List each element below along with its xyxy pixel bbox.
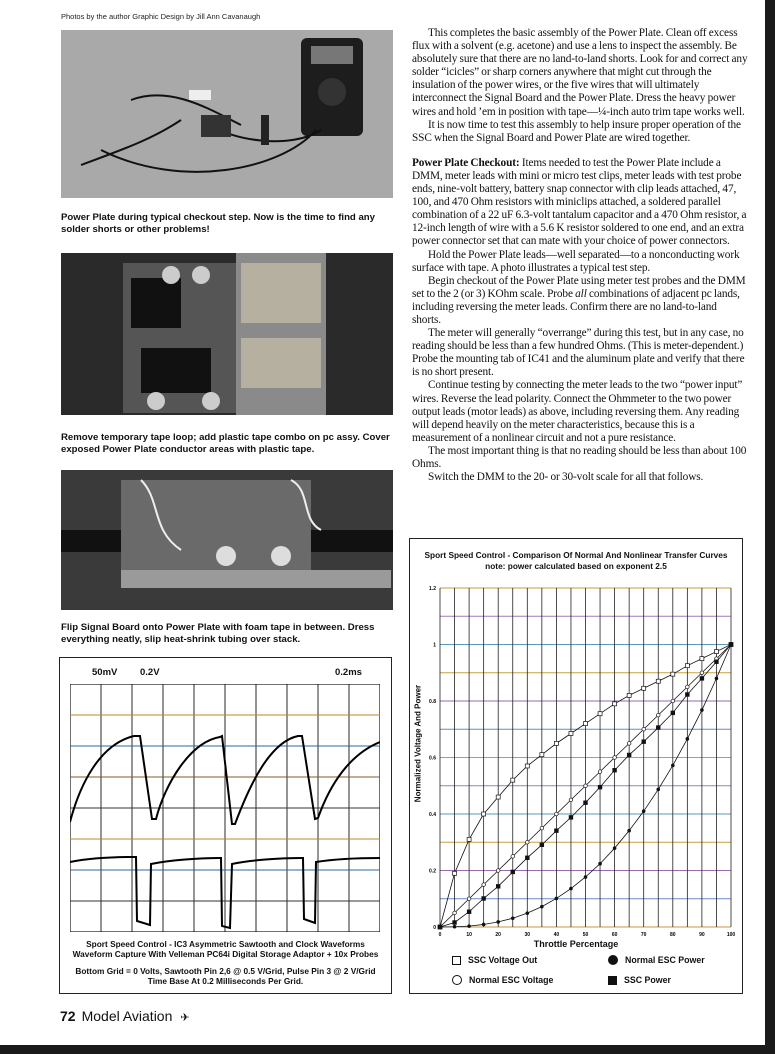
x-tick-label: 70 bbox=[640, 932, 647, 938]
data-point bbox=[496, 795, 500, 799]
y-tick-label: 0 bbox=[433, 925, 436, 931]
legend-item-normal-esc-power bbox=[608, 955, 705, 965]
photo-power-plate-tape bbox=[61, 253, 393, 415]
article-paragraph: This completes the basic assembly of the Power Plate. Clean off excess flux with a solvent (e.g. acetone) and use a lens to inspect the assembly. Be absolutely sure that there are no land-to-land shorts. Look for and correct any solder “icicles” or sharp corners anywhere that might cut through the insulation of the power wires, or the five wires that will ultimately interconnect the Signal Board and the Power Plate. Dress the heavy power wires and hold ’em in position with tape—¼-inch auto trim tape works well. bbox=[412, 27, 748, 118]
legend-label: SSC Power bbox=[624, 975, 671, 985]
scan-edge-bottom bbox=[0, 1045, 775, 1054]
data-point bbox=[496, 920, 500, 924]
x-tick-label: 50 bbox=[582, 932, 589, 938]
data-point bbox=[525, 856, 529, 860]
scope-caption-settings: Bottom Grid = 0 Volts, Sawtooth Pin 2,6 @ 0.5 V/Grid, Pulse Pin 3 @ 2 V/Grid bbox=[75, 966, 376, 976]
filled-circle-marker-icon bbox=[608, 955, 618, 965]
data-point bbox=[583, 801, 587, 805]
data-point bbox=[656, 679, 660, 683]
data-point bbox=[656, 713, 660, 717]
legend-item-normal-esc-voltage bbox=[452, 975, 553, 985]
data-point bbox=[700, 676, 704, 680]
photo-credit: Photos by the author Graphic Design by Jill Ann Cavanaugh bbox=[61, 12, 261, 21]
data-point bbox=[656, 725, 660, 729]
x-tick-label: 10 bbox=[466, 932, 472, 938]
data-point bbox=[467, 924, 471, 928]
page-footer bbox=[60, 1008, 190, 1024]
data-point bbox=[700, 671, 704, 675]
data-point bbox=[569, 887, 573, 891]
chart-plot bbox=[410, 539, 744, 995]
data-point bbox=[642, 739, 646, 743]
data-point bbox=[714, 660, 718, 664]
data-point bbox=[598, 770, 602, 774]
x-tick-label: 20 bbox=[495, 932, 501, 938]
article-paragraph: Hold the Power Plate leads—well separated—to a nonconducting work surface with tape. A photo illustrates a typical test step. bbox=[412, 248, 740, 274]
data-point bbox=[540, 843, 544, 847]
data-point bbox=[453, 871, 457, 875]
chart-x-axis-label: Throttle Percentage bbox=[533, 939, 619, 949]
article-paragraph bbox=[412, 275, 748, 327]
data-point bbox=[438, 925, 442, 929]
data-point bbox=[584, 784, 588, 788]
article-text bbox=[412, 27, 748, 484]
data-point bbox=[700, 657, 704, 661]
data-point bbox=[612, 768, 616, 772]
data-point bbox=[598, 785, 602, 789]
data-point bbox=[686, 685, 690, 689]
data-point bbox=[540, 826, 544, 830]
emphasis-text: all bbox=[575, 287, 587, 300]
x-tick-label: 60 bbox=[611, 932, 618, 938]
data-point bbox=[555, 812, 559, 816]
y-tick-label: 0.8 bbox=[429, 699, 436, 705]
article-paragraph: It is now time to test this assembly to help insure proper operation of the SSC when the Signal Board and Power Plate are wired together. bbox=[412, 118, 741, 144]
data-point bbox=[569, 815, 573, 819]
data-point bbox=[511, 870, 515, 874]
scope-ch2-scale: 0.2V bbox=[140, 667, 160, 678]
magazine-name: Model Aviation bbox=[81, 1008, 173, 1024]
paragraph-text: Items needed to test the Power Plate include a DMM, meter leads with mini or micro test clips, meter leads with test probe ends, nine-volt battery, battery snap connector with clip leads attached, 47, 100, and 470 Ohm resistors with miniclips attached, a soldered parallel combination of a 22 uF 6.3-volt tantalum capacitor and a 470 Ohm resistor, a 12-inch length of wire with a 5.6 K resistor soldered to one end, and an extra power connector set that can mate with your choice of power connectors. bbox=[412, 156, 747, 248]
article-paragraph: Switch the DMM to the 20- or 30-volt scale for all that follows. bbox=[428, 471, 704, 484]
data-point bbox=[540, 753, 544, 757]
data-point bbox=[584, 722, 588, 726]
data-point bbox=[526, 911, 530, 915]
data-point bbox=[540, 905, 544, 909]
scope-caption-subtitle: Waveform Capture With Velleman PC64i Digital Storage Adaptor + 10x Probes bbox=[72, 949, 379, 959]
article-paragraph bbox=[412, 157, 748, 249]
data-point bbox=[627, 742, 631, 746]
data-point bbox=[613, 702, 617, 706]
scope-caption-timebase: Time Base At 0.2 Milliseconds Per Grid. bbox=[147, 976, 304, 986]
scope-timebase: 0.2ms bbox=[335, 667, 362, 678]
data-point bbox=[569, 731, 573, 735]
y-tick-label: 1.2 bbox=[429, 586, 436, 592]
data-point bbox=[511, 916, 515, 920]
open-circle-marker-icon bbox=[452, 975, 462, 985]
data-point bbox=[671, 711, 675, 715]
data-point bbox=[481, 896, 485, 900]
data-point bbox=[453, 911, 457, 915]
legend-item-ssc-power bbox=[608, 975, 671, 985]
legend-item-ssc-voltage bbox=[452, 955, 537, 965]
x-tick-label: 30 bbox=[524, 932, 531, 938]
x-tick-label: 40 bbox=[553, 932, 560, 938]
scope-screen bbox=[70, 684, 380, 932]
data-point bbox=[700, 708, 704, 712]
x-tick-label: 90 bbox=[699, 932, 705, 938]
data-point bbox=[715, 677, 719, 681]
data-point bbox=[526, 840, 530, 844]
data-point bbox=[584, 875, 588, 879]
oscilloscope-figure bbox=[59, 657, 392, 994]
data-point bbox=[496, 869, 500, 873]
data-point bbox=[642, 809, 646, 813]
data-point bbox=[685, 664, 689, 668]
data-point bbox=[613, 756, 617, 760]
data-point bbox=[627, 829, 631, 833]
data-point bbox=[554, 828, 558, 832]
transfer-curve-chart bbox=[409, 538, 743, 994]
page-number: 72 bbox=[60, 1008, 76, 1024]
data-point bbox=[671, 672, 675, 676]
data-point bbox=[511, 855, 515, 859]
data-point bbox=[511, 778, 515, 782]
data-point bbox=[555, 897, 559, 901]
section-heading: Power Plate Checkout: bbox=[412, 156, 520, 169]
data-point bbox=[452, 920, 456, 924]
data-point bbox=[656, 788, 660, 792]
article-paragraph: The meter will generally “overrange” during this test, but in any case, no reading should be less than a few hundred Ohms. (This is meter-dependent.) Probe the mounting tab of IC41 and the aluminum plate and verify that there is no short present. bbox=[412, 327, 745, 379]
data-point bbox=[714, 650, 718, 654]
open-square-marker-icon bbox=[452, 956, 461, 965]
data-point bbox=[642, 727, 646, 731]
chart-y-axis-label: Normalized Voltage And Power bbox=[413, 684, 423, 803]
data-point bbox=[685, 692, 689, 696]
data-point bbox=[569, 798, 573, 802]
airplane-icon: ✈ bbox=[180, 1012, 190, 1024]
filled-square-marker-icon bbox=[608, 976, 617, 985]
photo-stacked-boards bbox=[61, 470, 393, 610]
photo2-caption: Remove temporary tape loop; add plastic tape combo on pc assy. Cover exposed Power Plate conductor areas with plastic tape. bbox=[61, 432, 390, 455]
data-point bbox=[467, 910, 471, 914]
y-tick-label: 1 bbox=[433, 642, 436, 649]
photo3-caption: Flip Signal Board onto Power Plate with foam tape in between. Dress everything neatly, slip heat-shrink tubing over stack. bbox=[61, 622, 375, 645]
chart-subtitle: note: power calculated based on exponent 2.5 bbox=[485, 561, 667, 571]
article-paragraph: Continue testing by connecting the meter leads to the two “power input” wires. Reverse the lead polarity. Connect the Ohmmeter to the two power output leads (motor leads) as above, including reversing them. Any reading will depend heavily on the meter characteristics, because this is a measurement of a nonlinear circuit and not a pure resistance. bbox=[412, 379, 743, 444]
data-point bbox=[467, 897, 471, 901]
photo-checkout-setup bbox=[61, 30, 393, 198]
article-paragraph: The most important thing is that no reading should be less than about 100 Ohms. bbox=[412, 444, 747, 470]
data-point bbox=[482, 923, 486, 927]
data-point bbox=[467, 837, 471, 841]
data-point bbox=[598, 862, 602, 866]
data-point bbox=[482, 883, 486, 887]
scope-caption-title: Sport Speed Control - IC3 Asymmetric Sawtooth and Clock Waveforms bbox=[86, 939, 365, 949]
data-point bbox=[729, 642, 733, 646]
data-point bbox=[627, 753, 631, 757]
legend-label: Normal ESC Voltage bbox=[469, 975, 554, 985]
data-point bbox=[686, 737, 690, 741]
paragraph-text: Begin checkout of the Power Plate using meter test probes and the DMM set to the 2 (or 3) KOhm scale. Probe bbox=[412, 274, 746, 300]
scope-ch1-scale: 50mV bbox=[92, 667, 118, 678]
y-tick-label: 0.6 bbox=[429, 755, 436, 762]
data-point bbox=[627, 693, 631, 697]
legend-label: Normal ESC Power bbox=[625, 955, 705, 965]
data-point bbox=[496, 884, 500, 888]
y-tick-label: 0.4 bbox=[429, 812, 436, 818]
x-tick-label: 80 bbox=[670, 932, 676, 938]
data-point bbox=[642, 686, 646, 690]
data-point bbox=[554, 741, 558, 745]
data-point bbox=[598, 712, 602, 716]
data-point bbox=[453, 925, 457, 929]
scan-edge-right bbox=[765, 0, 775, 1054]
data-point bbox=[671, 699, 675, 703]
chart-title: Sport Speed Control - Comparison Of Normal And Nonlinear Transfer Curves bbox=[424, 550, 728, 560]
y-tick-label: 0.2 bbox=[429, 868, 436, 875]
x-tick-label: 0 bbox=[438, 932, 442, 938]
data-point bbox=[482, 812, 486, 816]
legend-label: SSC Voltage Out bbox=[468, 955, 538, 965]
photo1-caption: Power Plate during typical checkout step. Now is the time to find any solder shorts or other problems! bbox=[61, 212, 375, 235]
data-point bbox=[671, 764, 675, 768]
data-point bbox=[525, 764, 529, 768]
paragraph-text: combinations of adjacent pc lands, including reversing the meter leads. Confirm there are no land-to-land shorts. bbox=[412, 287, 740, 326]
x-tick-label: 100 bbox=[726, 932, 736, 938]
data-point bbox=[613, 846, 617, 850]
